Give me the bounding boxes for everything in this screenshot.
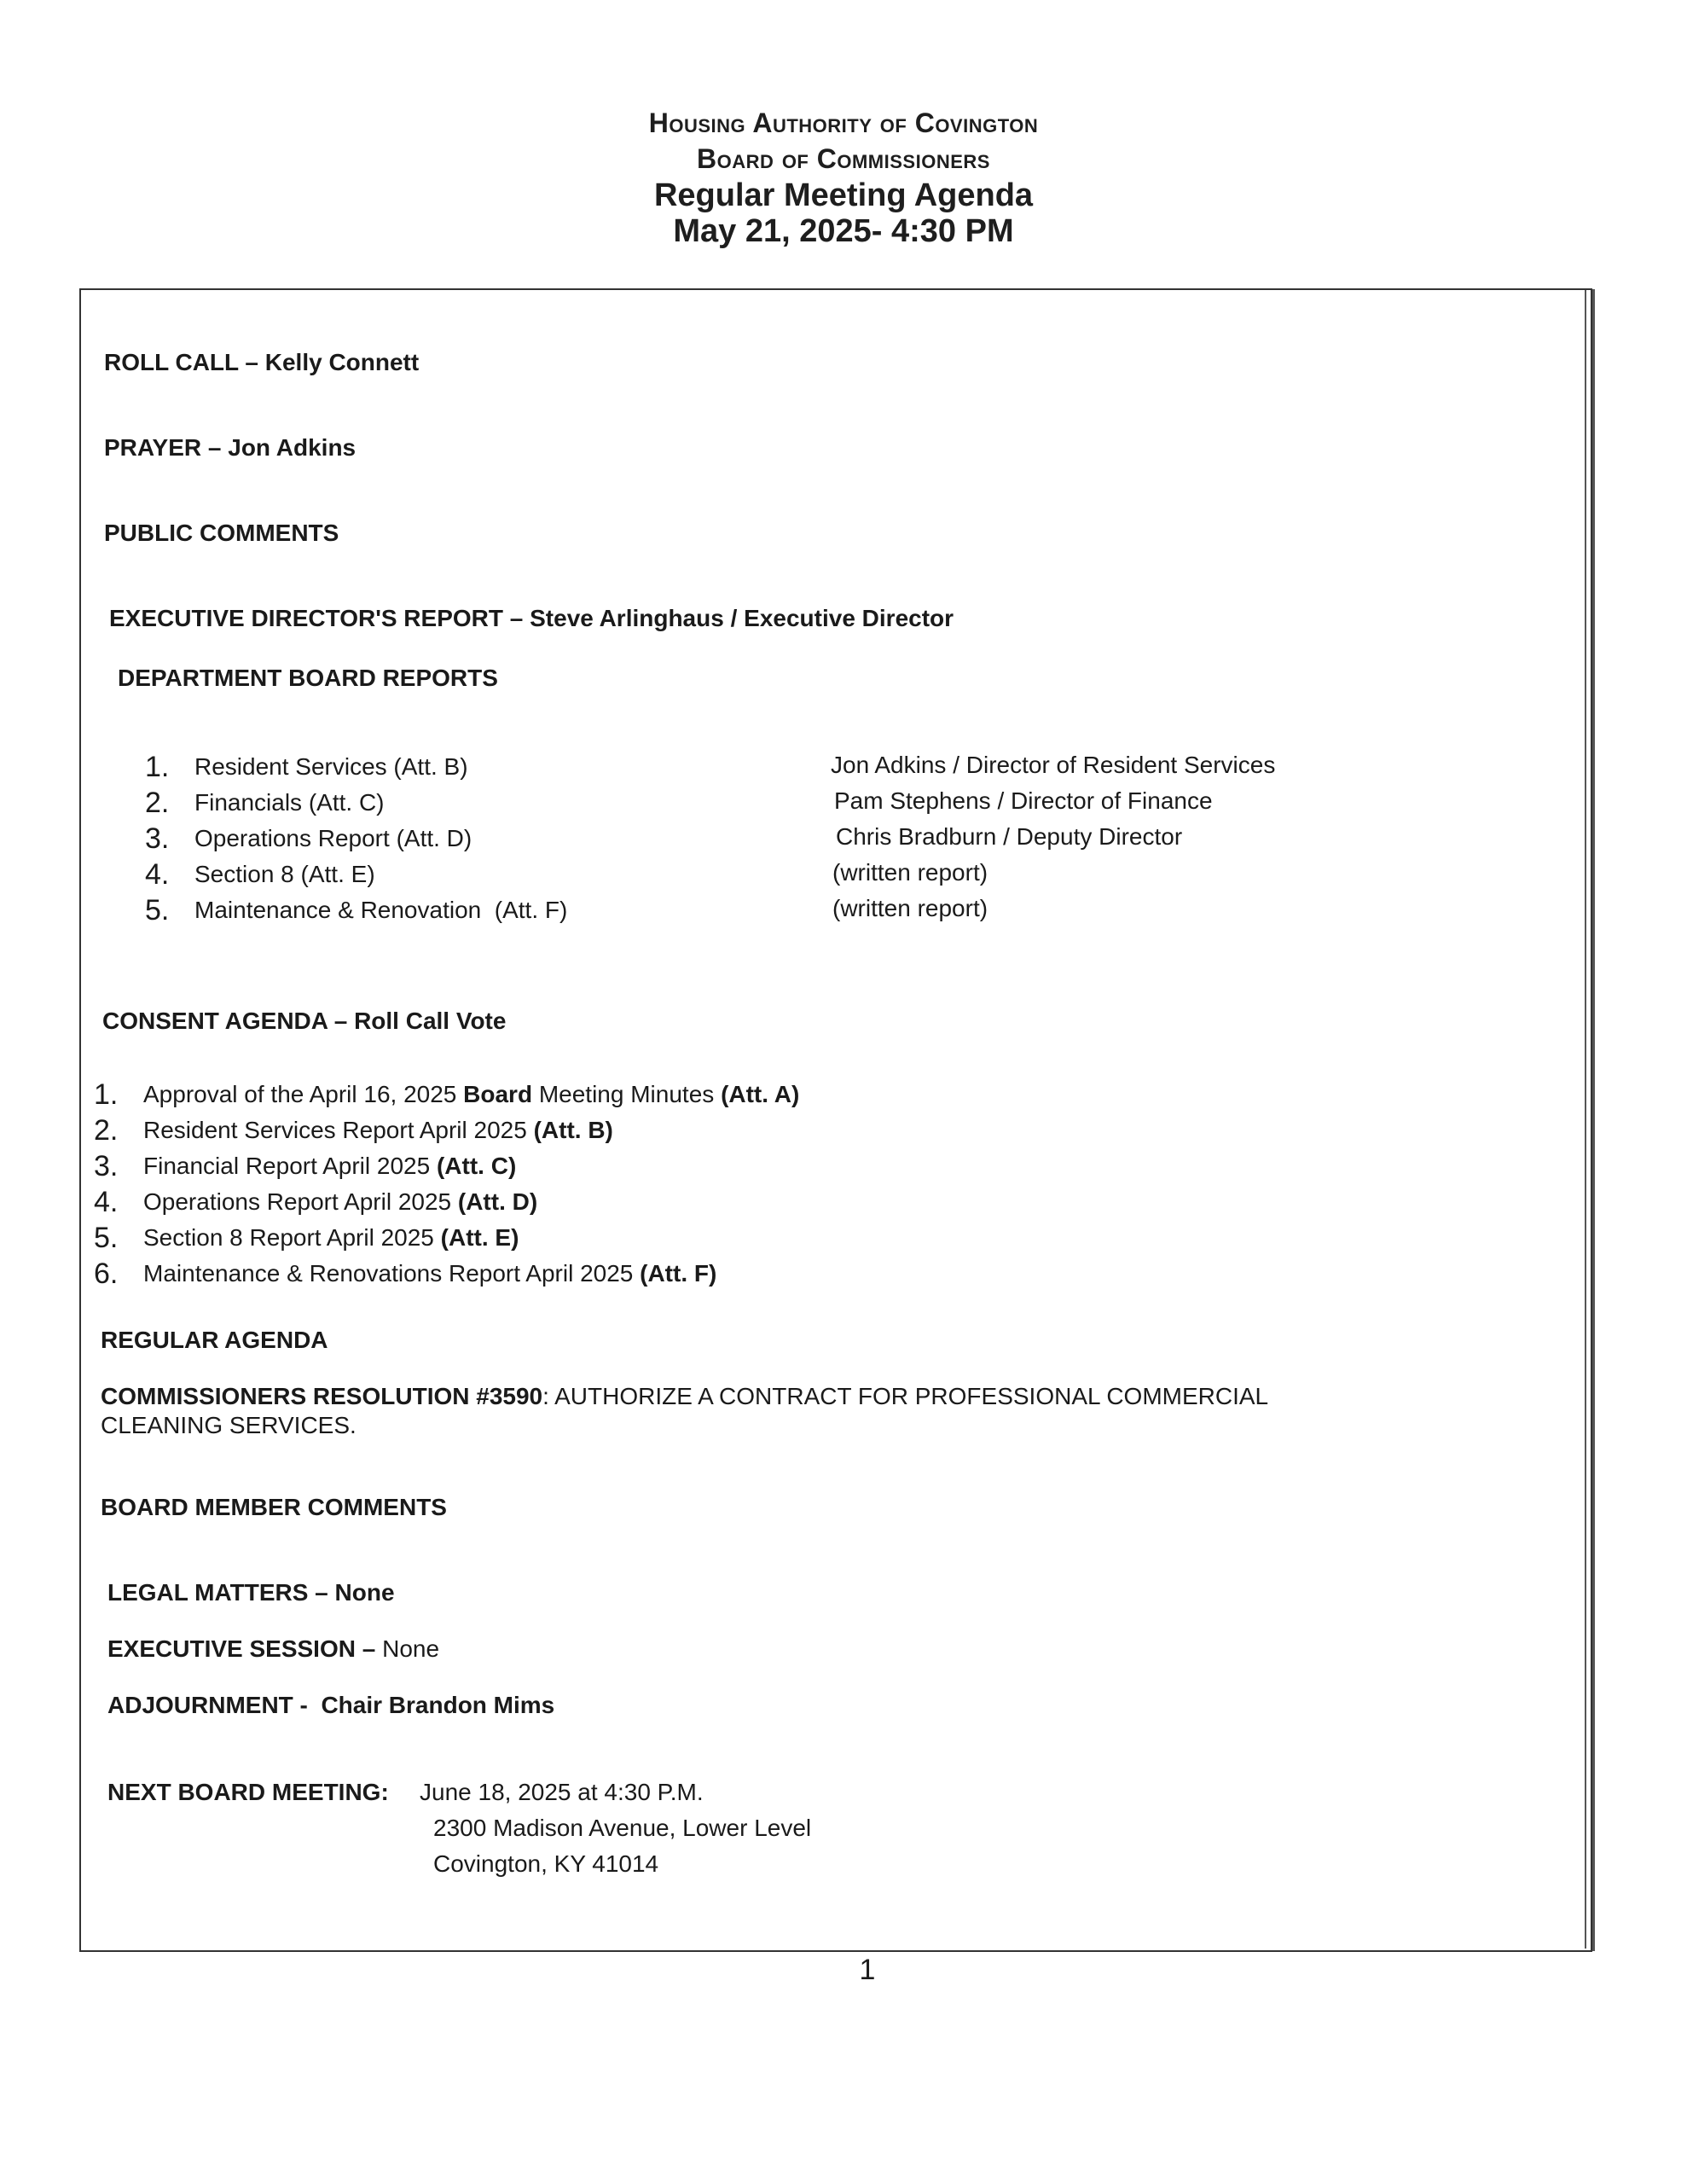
org-name: Housing Authority of Covington xyxy=(648,107,1039,138)
list-item-number: 5. xyxy=(145,894,170,926)
next-meeting-label: NEXT BOARD MEETING: xyxy=(107,1779,389,1805)
next-meeting-city: Covington, KY 41014 xyxy=(433,1850,659,1877)
board-member-comments: BOARD MEMBER COMMENTS xyxy=(101,1494,447,1520)
consent-item: Maintenance & Renovations Report April 2025 (Att. F) xyxy=(143,1260,717,1287)
list-item-number: 3. xyxy=(145,822,170,855)
executive-session: EXECUTIVE SESSION – None xyxy=(107,1635,440,1662)
document-title: Regular Meeting Agenda xyxy=(653,177,1034,213)
adjournment: ADJOURNMENT - Chair Brandon Mims xyxy=(107,1692,555,1718)
regular-agenda-heading: REGULAR AGENDA xyxy=(101,1327,328,1353)
resolution-3590-continued: CLEANING SERVICES. xyxy=(101,1412,357,1438)
roll-call: ROLL CALL – Kelly Connett xyxy=(104,349,420,375)
dept-report-presenter: (written report) xyxy=(832,895,988,921)
list-item-number: 6. xyxy=(94,1258,119,1290)
next-meeting-address: 2300 Madison Avenue, Lower Level xyxy=(433,1815,812,1841)
dept-report-presenter: Chris Bradburn / Deputy Director xyxy=(836,823,1183,850)
board-name: Board of Commissioners xyxy=(697,143,990,174)
legal-matters: LEGAL MATTERS – None xyxy=(107,1579,395,1606)
list-item-number: 1. xyxy=(94,1078,119,1111)
page-number: 1 xyxy=(859,1954,876,1986)
dept-report-title: Resident Services (Att. B) xyxy=(194,753,468,780)
dept-report-presenter: Jon Adkins / Director of Resident Services xyxy=(831,752,1276,778)
consent-item: Approval of the April 16, 2025 Board Meeting Minutes (Att. A) xyxy=(143,1081,800,1107)
list-item-number: 4. xyxy=(94,1186,119,1218)
dept-report-presenter: Pam Stephens / Director of Finance xyxy=(834,787,1213,814)
consent-item: Resident Services Report April 2025 (Att. B) xyxy=(143,1117,613,1143)
dept-report-title: Section 8 (Att. E) xyxy=(194,861,375,887)
public-comments: PUBLIC COMMENTS xyxy=(104,520,339,546)
dept-report-title: Operations Report (Att. D) xyxy=(194,825,472,851)
list-item-number: 1. xyxy=(145,751,170,783)
list-item-number: 4. xyxy=(145,858,170,891)
agenda-box-edge xyxy=(1585,290,1586,1949)
prayer: PRAYER – Jon Adkins xyxy=(104,434,357,461)
dept-report-title: Financials (Att. C) xyxy=(194,789,385,816)
executive-director-report: EXECUTIVE DIRECTOR'S REPORT – Steve Arlinghaus / Executive Director xyxy=(109,605,954,631)
department-reports-heading: DEPARTMENT BOARD REPORTS xyxy=(118,665,498,691)
dept-report-title: Maintenance & Renovation (Att. F) xyxy=(194,897,568,923)
consent-item: Section 8 Report April 2025 (Att. E) xyxy=(143,1224,519,1251)
next-meeting-datetime: June 18, 2025 at 4:30 P.M. xyxy=(420,1779,704,1805)
list-item-number: 3. xyxy=(94,1150,119,1182)
list-item-number: 2. xyxy=(145,787,170,819)
consent-item: Operations Report April 2025 (Att. D) xyxy=(143,1188,538,1215)
meeting-date-time: May 21, 2025- 4:30 PM xyxy=(673,213,1014,249)
consent-agenda-heading: CONSENT AGENDA – Roll Call Vote xyxy=(102,1008,507,1034)
dept-report-presenter: (written report) xyxy=(832,859,988,886)
resolution-3590: COMMISSIONERS RESOLUTION #3590: AUTHORIZE A CONTRACT FOR PROFESSIONAL COMMERCIAL xyxy=(101,1383,1269,1409)
consent-item: Financial Report April 2025 (Att. C) xyxy=(143,1153,517,1179)
list-item-number: 2. xyxy=(94,1114,119,1147)
list-item-number: 5. xyxy=(94,1222,119,1254)
